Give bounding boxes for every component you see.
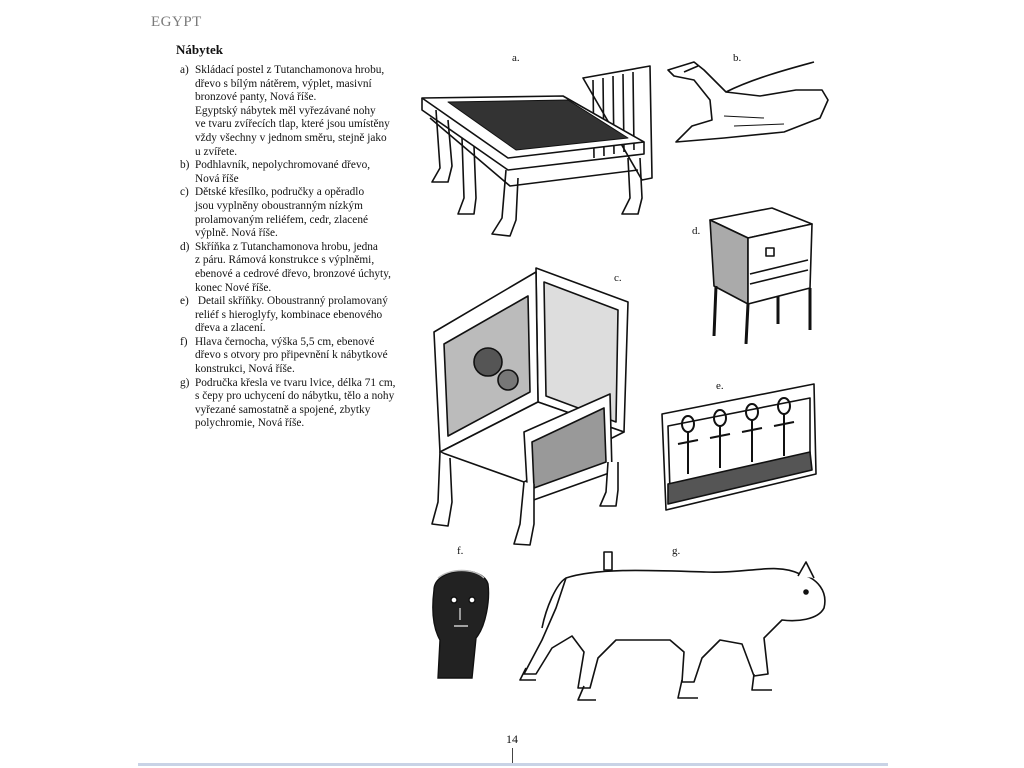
item-line: Podhlavník, nepolychromované dřevo,	[195, 159, 371, 172]
list-item	[180, 377, 410, 431]
list-item	[180, 186, 410, 240]
item-line: s čepy pro uchycení do nábytku, tělo a nohy	[195, 390, 395, 403]
item-line: Egyptský nábytek měl vyřezávané nohy	[195, 104, 376, 117]
item-label: g)	[180, 376, 190, 389]
item-line: Detail skříňky. Oboustranný prolamovaný	[195, 295, 388, 308]
childs-chair-illustration	[428, 262, 638, 547]
item-label: a)	[180, 64, 189, 76]
lioness-armrest-illustration	[506, 548, 832, 714]
figure-label-g: g.	[672, 545, 681, 557]
item-line: konstrukci, Nová říše.	[195, 363, 295, 376]
item-line: jsou vyplněny oboustranným nízkým	[195, 199, 363, 212]
item-list	[180, 64, 410, 431]
list-item	[180, 64, 410, 159]
list-item	[180, 295, 410, 336]
cabinet-detail-illustration	[658, 374, 820, 520]
item-label: b)	[180, 159, 190, 172]
figure-label-d: d.	[692, 225, 701, 237]
item-line: ebenové a cedrové dřevo, bronzové úchyty,	[195, 267, 391, 280]
item-line: u zvířete.	[195, 145, 238, 158]
item-line: polychromie, Nová říše.	[195, 417, 305, 430]
item-line: prolamovaným reliéfem, cedr, zlacené	[195, 213, 368, 226]
page-bottom-rule	[138, 763, 888, 766]
item-line: ve tvaru zvířecích tlap, které jsou umístěny	[195, 118, 390, 131]
item-line: dřevo s otvory pro připevnění k nábytkové	[195, 349, 388, 362]
section-title: Nábytek	[176, 42, 223, 57]
list-item	[180, 159, 410, 186]
item-line: Područka křesla ve tvaru lvice, délka 71 cm,	[195, 376, 396, 389]
item-line: Hlava černocha, výška 5,5 cm, ebenové	[195, 335, 375, 348]
page-tick	[512, 748, 513, 764]
folding-bed-illustration	[418, 58, 668, 248]
head-illustration	[426, 560, 496, 680]
figure-label-c: c.	[614, 272, 622, 284]
item-label: f)	[180, 335, 188, 348]
item-line: vyřezané samostatně a spojené, zbytky	[195, 403, 371, 416]
item-line: Skříňka z Tutanchamonova hrobu, jedna	[195, 240, 378, 253]
item-line: Skládací postel z Tutanchamonova hrobu,	[195, 64, 385, 76]
item-line: Nová říše	[195, 172, 239, 185]
list-item	[180, 336, 410, 377]
list-item	[180, 241, 410, 295]
item-line: bronzové panty, Nová říše.	[195, 91, 317, 104]
cabinet-illustration	[706, 204, 816, 344]
item-label: e)	[180, 295, 189, 308]
item-line: vždy všechny v jednom směru, stejně jako	[195, 131, 387, 144]
item-line: konec Nové říše.	[195, 281, 272, 294]
figure-label-b: b.	[733, 52, 742, 64]
figure-label-f: f.	[457, 545, 464, 557]
item-line: výplně. Nová říše.	[195, 227, 278, 240]
item-label: c)	[180, 186, 189, 199]
figure-label-e: e.	[716, 380, 724, 392]
item-line: dřevo s bílým nátěrem, výplet, masivní	[195, 77, 372, 90]
item-line: Dětské křesílko, područky a opěradlo	[195, 186, 365, 199]
item-line: dřeva a zlacení.	[195, 322, 266, 335]
figure-label-a: a.	[512, 52, 520, 64]
page-number: 14	[506, 732, 518, 746]
item-line: z páru. Rámová konstrukce s výplněmi,	[195, 254, 375, 267]
page-header: EGYPT	[151, 14, 202, 30]
item-line: reliéf s hieroglyfy, kombinace ebenového	[195, 308, 383, 321]
headrest-illustration	[664, 56, 834, 156]
item-label: d)	[180, 240, 190, 253]
